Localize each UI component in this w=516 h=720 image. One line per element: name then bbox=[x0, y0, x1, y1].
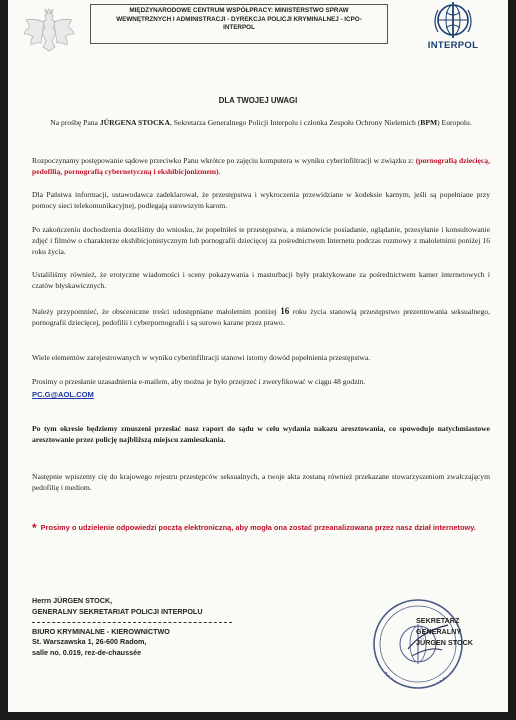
charges-text-b: . bbox=[218, 166, 221, 176]
paragraph-legal-info: Dla Państwa informacji, ustawodawca zadeklarował, że przestępstwa i wykroczenia przewidziane w kodeksie karnym, jeśli są popełniane przy pomocy sieci telekomunikacyjnej, podlegają surowszym karom. bbox=[32, 190, 490, 210]
header-line-1: MIĘDZYNARODOWE CENTRUM WSPÓŁPRACY: MINISTERSTWO SPRAW bbox=[129, 7, 349, 14]
paragraph-findings: Po zakończeniu dochodzenia doszliśmy do wniosku, że popełniłeś te przestępstwa, a mianowicie posiadanie, oglądanie, przesyłanie i konsultowanie zdjęć i filmów o charakterze ekshibicjonistycznym lub pornografii dziecięcej za pośrednictwem Internetu podczas rozmowy z małoletnimi poniżej 16 roku życia. bbox=[32, 225, 490, 256]
stamp-label bbox=[416, 616, 506, 648]
paragraph-warning: Po tym okresie będziemy zmuszeni przesłać nasz raport do sądu w celu wydania nakazu aresztowania, co spowoduje natychmiastowe aresztowanie przez policję najbliższą miejscu zamieszkania. bbox=[32, 424, 490, 444]
stamp-name: JÜRGEN STOCK bbox=[416, 637, 473, 647]
ministry-header-box bbox=[90, 4, 388, 44]
signature-block bbox=[32, 596, 272, 659]
signature-name: Herrn JÜRGEN STOCK, bbox=[32, 596, 113, 605]
intro-text-a: Na prośbę Pana bbox=[50, 118, 100, 127]
interpol-logo-text: INTERPOL bbox=[427, 40, 479, 51]
asterisk-icon: * bbox=[32, 521, 37, 535]
paragraph-request: Prosimy o przesłanie uzasadnienia e-mailem, aby można je było przejrzeć i zweryfikować w ciągu 48 godzin. bbox=[32, 377, 366, 386]
signature-office: BIURO KRYMINALNE - KIEROWNICTWO bbox=[32, 626, 170, 636]
polish-eagle-emblem bbox=[22, 6, 76, 58]
reminder-age: 16 bbox=[280, 306, 290, 316]
intro-bpm: BPM bbox=[420, 118, 438, 127]
header-line-2: WEWNĘTRZNYCH I ADMINISTRACJI - DYREKCJA POLICJI KRYMINALNEJ - ICPO- bbox=[116, 15, 362, 23]
signature-department: GENERALNY SEKRETARIAT POLICJI INTERPOLU bbox=[32, 606, 203, 616]
paragraph-reminder bbox=[32, 305, 490, 329]
paragraph-registry: Następnie wpiszemy cię do krajowego rejestru przestępców seksualnych, a twoje akta zostaną również przekazane stowarzyszeniom zwalczającym pedofilię i mediom. bbox=[32, 472, 490, 492]
letter-title: DLA TWOJEJ UWAGI bbox=[218, 96, 298, 105]
letter-header bbox=[8, 0, 508, 62]
letter-page bbox=[8, 0, 508, 712]
intro-paragraph bbox=[32, 118, 490, 129]
signature-address-2: salle no. 0.019, rez-de-chaussée bbox=[32, 648, 142, 658]
intro-name: JÜRGENA STOCKA bbox=[99, 118, 170, 127]
reminder-text-a: Należy przypomnieć, że obsceniczne treści udostępniane małoletnim poniżej bbox=[32, 307, 281, 316]
charges-text-a: Rozpoczynamy postępowanie sądowe przeciwko Panu wkrótce po zajęciu komputera w wyniku cyberinfiltracji w związku z: bbox=[32, 156, 416, 165]
signature-address-1: St. Warszawska 1, 26-600 Radom, bbox=[32, 637, 147, 647]
intro-text-b: , Sekretarza Generalnego Policji Interpolu i członka Zespołu Ochrony Nieletnich ( bbox=[169, 118, 421, 127]
charges-list: (pornografią dziecięcą, pedofilią, pornografią cybernetyczną i ekshibicjonizmem) bbox=[32, 156, 490, 176]
email-link[interactable]: PC.G@AOL.COM bbox=[32, 390, 94, 399]
interpol-logo bbox=[408, 2, 498, 54]
paragraph-charges bbox=[32, 156, 490, 178]
reply-note-text: Prosimy o udzielenie odpowiedzi pocztą elektroniczną, aby mogła ona zostać przeanalizowana przez nasz dział internetowy. bbox=[40, 523, 476, 532]
intro-text-c: ) Europolu. bbox=[437, 118, 472, 127]
paragraph-webcam: Ustaliliśmy również, że erotyczne wiadomości i sceny pokazywania i masturbacji były praktykowane za pośrednictwem kamer internetowych i czatów błyskawicznych. bbox=[32, 270, 490, 290]
email-line bbox=[32, 390, 490, 401]
signature-divider bbox=[32, 622, 232, 623]
reminder-text-b: roku życia stanowią przestępstwo prezentowania seksualnego, pornografii dziecięcej, pedofilii i cyberpornografii i są surowo karane przez prawo. bbox=[32, 307, 490, 327]
stamp-title: SEKRETARZ GENERALNY bbox=[416, 616, 462, 636]
interpol-globe-icon bbox=[408, 2, 498, 40]
header-line-3: INTERPOL bbox=[223, 24, 255, 31]
paragraph-evidence: Wiele elementów zarejestrowanych w wyniku cyberinfiltracji stanowi istotny dowód popełnienia przestępstwa. bbox=[32, 353, 371, 362]
reply-note bbox=[32, 520, 482, 537]
